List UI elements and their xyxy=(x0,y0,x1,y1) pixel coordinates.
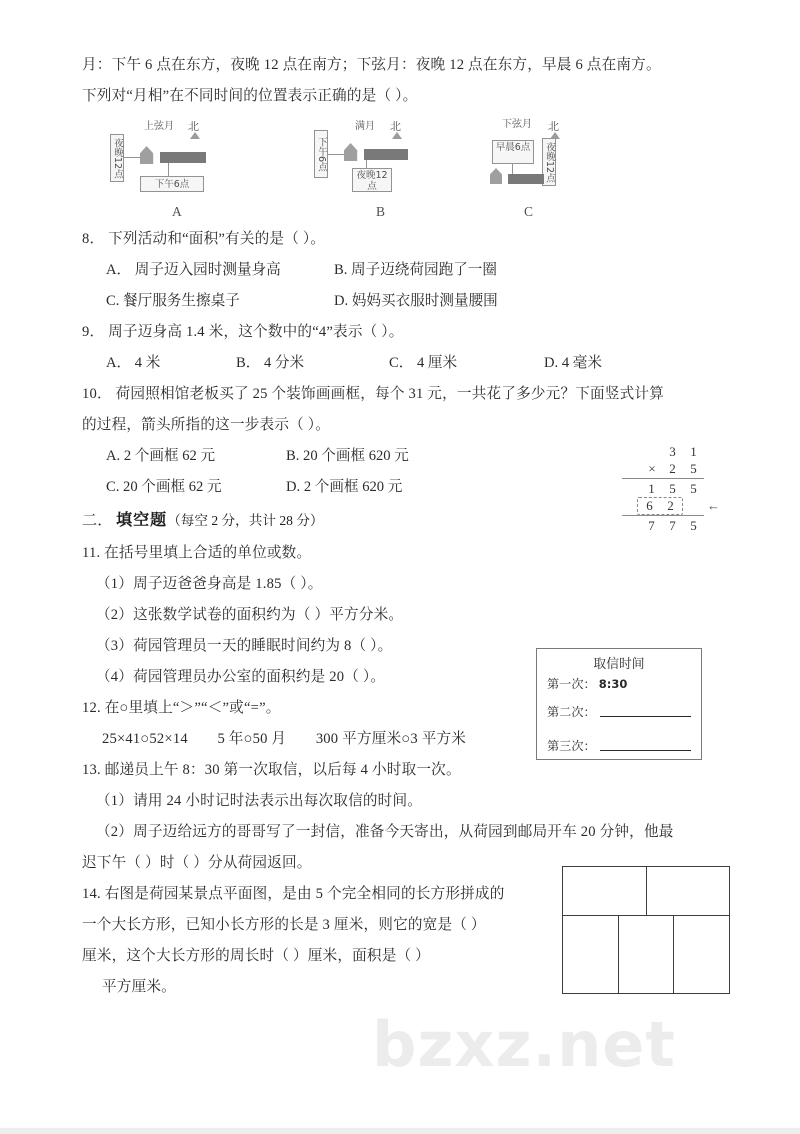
question-8-option-d[interactable]: D. 妈妈买衣服时测量腰围 xyxy=(334,293,498,309)
connector-line-c-1 xyxy=(512,164,513,174)
building-icon-b xyxy=(344,143,366,161)
vm-multiplicand-tens: 3 xyxy=(669,443,676,459)
moon-time-box-a-left: 夜晚12点 xyxy=(110,134,124,182)
question-14-line-3[interactable]: 厘米，这个大长方形的周长时（ ）厘米，面积是（ ） xyxy=(82,948,430,964)
rect-cell-1 xyxy=(563,867,646,915)
question-10-stem-line-2: 的过程，箭头所指的这一步表示（ ）。 xyxy=(82,417,331,433)
mail-pickup-row-2[interactable] xyxy=(547,705,691,719)
question-11-stem: 11. 在括号里填上合适的单位或数。 xyxy=(82,545,312,561)
question-13-sub-1: （1）请用 24 小时记时法表示出每次取信的时间。 xyxy=(96,793,423,809)
vm-partial2-d1: 6 xyxy=(646,497,653,513)
vm-row-multiplier xyxy=(594,460,704,477)
vm-rule-2 xyxy=(622,515,704,516)
question-11-item-1[interactable]: （1）周子迈爸爸身高是 1.85（ ）。 xyxy=(96,576,323,592)
question-10-stem-line-1: 10． 荷园照相馆老板买了 25 个装饰画画框，每个 31 元，一共花了多少元？下面竖式计算 xyxy=(82,386,665,402)
moon-time-box-b-bottom: 夜晚12点 xyxy=(352,168,392,192)
section-2-title: 填空题 xyxy=(116,510,168,529)
vm-row-multiplicand xyxy=(594,443,704,460)
connector-line-a-2 xyxy=(168,163,169,177)
vm-arrow-icon: ← xyxy=(707,498,720,513)
question-12-expressions[interactable]: 25×41○52×14 5 年○50 月 300 平方厘米○3 平方米 xyxy=(102,731,467,747)
building-icon-a xyxy=(140,146,162,164)
passage-line-1: 月：下午 6 点在东方，夜晚 12 点在南方；下弦月：夜晚 12 点在东方，早晨 6 点在南方。 xyxy=(82,57,661,73)
vm-row-result xyxy=(594,517,704,534)
rect-cell-4 xyxy=(618,916,674,993)
connector-line-a-1 xyxy=(124,157,140,158)
question-12-stem: 12. 在○里填上“＞”“＜”或“=”。 xyxy=(82,700,281,716)
question-9-options-row xyxy=(82,348,722,379)
moon-card-a xyxy=(110,116,242,219)
vm-row-partial-2 xyxy=(594,497,720,514)
vm-result-d3: 5 xyxy=(690,517,697,533)
question-8-option-b[interactable]: B. 周子迈绕荷园跑了一圈 xyxy=(334,262,497,278)
moon-phase-figure xyxy=(82,116,722,224)
section-2-note: （每空 2 分，共计 28 分） xyxy=(167,513,324,528)
rect-figure-top-row xyxy=(563,867,729,916)
question-13-sub-2-line-2[interactable]: 迟下午（ ）时（ ）分从荷园返回。 xyxy=(82,855,312,871)
vm-result-d2: 7 xyxy=(669,517,676,533)
moon-card-c xyxy=(484,116,616,219)
question-14-line-2[interactable]: 一个大长方形，已知小长方形的长是 3 厘米，则它的宽是（ ） xyxy=(82,917,486,933)
figure-letter-b: B xyxy=(376,204,386,219)
vm-partial1-d2: 5 xyxy=(669,480,676,496)
vertical-multiplication-figure xyxy=(594,443,720,534)
moon-body-a xyxy=(160,152,206,163)
question-9-option-c[interactable]: C． 4 厘米 xyxy=(389,355,458,371)
mail-pickup-label-1: 第一次： xyxy=(547,677,596,691)
question-10-option-d[interactable]: D. 2 个画框 620 元 xyxy=(286,479,403,495)
question-8-options-row-1 xyxy=(82,255,722,286)
moon-time-box-c-left: 早晨6点 xyxy=(492,140,534,164)
question-10-option-a[interactable]: A. 2 个画框 62 元 xyxy=(106,448,216,464)
mail-pickup-blank-2[interactable] xyxy=(600,715,691,717)
question-11-item-2[interactable]: （2）这张数学试卷的面积约为（ ）平方分米。 xyxy=(96,607,404,623)
mail-pickup-time-box xyxy=(536,648,702,760)
question-11-item-3[interactable]: （3）荷园管理员一天的睡眠时间约为 8（ ）。 xyxy=(96,638,393,654)
mail-pickup-label-2: 第二次： xyxy=(547,705,596,719)
question-9-option-b[interactable]: B． 4 分米 xyxy=(236,355,305,371)
question-11-item-4[interactable]: （4）荷园管理员办公室的面积约是 20（ ）。 xyxy=(96,669,386,685)
building-icon-c xyxy=(490,168,510,184)
vm-result-d1: 7 xyxy=(648,517,655,533)
vm-multiplier-ones: 5 xyxy=(690,460,697,476)
vm-partial2-highlight-box xyxy=(637,497,683,515)
question-8-options-row-2 xyxy=(82,286,722,317)
vm-multiplicand-ones: 1 xyxy=(690,443,697,459)
moon-title-a: 上弦月 xyxy=(144,121,174,132)
question-9-option-a[interactable]: A． 4 米 xyxy=(106,355,161,371)
vm-partial2-d2: 2 xyxy=(667,497,674,513)
north-arrow-icon-a xyxy=(190,132,200,139)
vm-row-partial-1 xyxy=(594,480,704,497)
question-14-line-4: 平方厘米。 xyxy=(102,979,176,995)
question-9-option-d[interactable]: D. 4 毫米 xyxy=(544,355,602,371)
question-9-stem: 9． 周子迈身高 1.4 米，这个数中的“4”表示（ ）。 xyxy=(82,324,404,340)
moon-body-c xyxy=(508,174,544,184)
question-14-line-1: 14. 右图是荷园某景点平面图，是由 5 个完全相同的长方形拼成的 xyxy=(82,886,505,902)
question-8-option-c[interactable]: C. 餐厅服务生擦桌子 xyxy=(106,293,240,309)
moon-title-c: 下弦月 xyxy=(502,119,532,130)
north-label-c: 北 xyxy=(548,120,559,133)
question-8-stem: 8． 下列活动和“面积”有关的是（ ）。 xyxy=(82,231,326,247)
five-rectangle-figure xyxy=(562,866,730,994)
moon-body-b xyxy=(364,149,408,160)
vm-partial1-d1: 1 xyxy=(648,480,655,496)
vm-operator-times: × xyxy=(648,460,656,476)
figure-letter-a: A xyxy=(172,204,182,219)
vm-partial1-d3: 5 xyxy=(690,480,697,496)
rect-cell-3 xyxy=(563,916,618,993)
question-8-option-a[interactable]: A． 周子迈入园时测量身高 xyxy=(106,262,281,278)
passage-line-2: 下列对“月相”在不同时间的位置表示正确的是（ ）。 xyxy=(82,88,418,104)
rect-figure-bottom-row xyxy=(563,916,729,993)
mail-pickup-title: 取信时间 xyxy=(593,657,645,671)
question-13-stem: 13. 邮递员上午 8：30 第一次取信，以后每 4 小时取一次。 xyxy=(82,762,461,778)
north-label-a: 北 xyxy=(188,120,199,133)
question-10-option-c[interactable]: C. 20 个画框 62 元 xyxy=(106,479,222,495)
rect-cell-5 xyxy=(673,916,729,993)
moon-time-box-a-bottom: 下午6点 xyxy=(140,176,204,192)
mail-pickup-row-1 xyxy=(547,677,691,691)
vm-multiplier-tens: 2 xyxy=(669,460,676,476)
moon-time-box-c-right: 夜晚12点 xyxy=(542,138,556,186)
page-bottom-edge xyxy=(0,1128,800,1134)
figure-letter-c: C xyxy=(524,204,534,219)
moon-title-b: 满月 xyxy=(355,121,375,132)
north-label-b: 北 xyxy=(390,120,401,133)
mail-pickup-value-1: 8:30 xyxy=(598,677,628,691)
mail-pickup-blank-3[interactable] xyxy=(600,749,691,751)
mail-pickup-row-3[interactable] xyxy=(547,739,691,753)
mail-pickup-label-3: 第三次： xyxy=(547,739,596,753)
question-13-sub-2-line-1: （2）周子迈给远方的哥哥写了一封信，准备今天寄出，从荷园到邮局开车 20 分钟，他最 xyxy=(96,824,674,840)
vm-rule-1 xyxy=(622,478,704,479)
question-10-option-b[interactable]: B. 20 个画框 620 元 xyxy=(286,448,409,464)
section-2-number: 二． xyxy=(82,512,113,529)
rect-cell-2 xyxy=(646,867,730,915)
connector-line-b-1 xyxy=(328,154,344,155)
north-arrow-icon-b xyxy=(392,132,402,139)
moon-card-b xyxy=(314,116,446,219)
moon-time-box-b-left: 下午6点 xyxy=(314,130,328,178)
watermark-bzxz: bzxz.net xyxy=(372,1008,676,1081)
